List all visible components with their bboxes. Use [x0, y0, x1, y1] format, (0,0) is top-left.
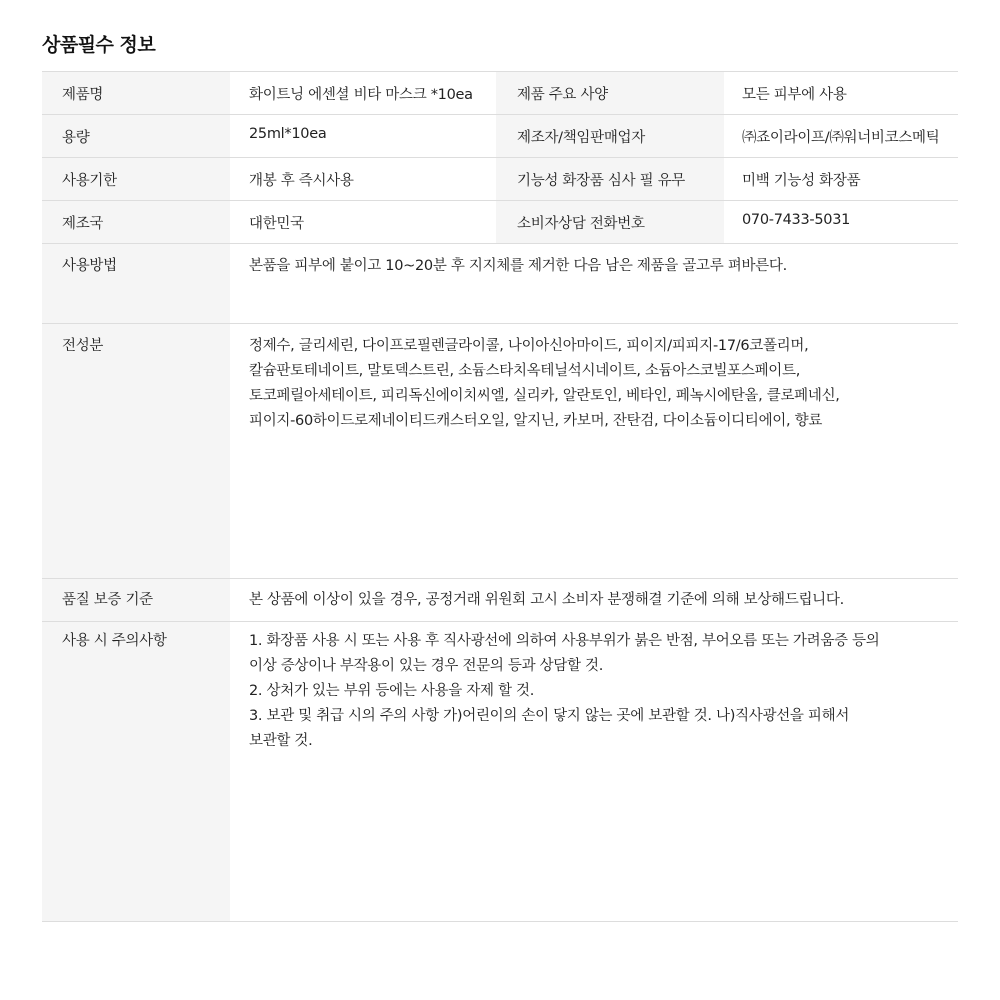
product-name-label: 제품명 [42, 72, 230, 115]
table-row [42, 158, 958, 201]
consumer-phone-value: 070-7433-5031 [724, 201, 958, 244]
table-row [42, 579, 958, 622]
country-value: 대한민국 [230, 201, 496, 244]
caution-line: 1. 화장품 사용 시 또는 사용 후 직사광선에 의하여 사용부위가 붉은 반점, 부어오름 또는 가려움증 등의 [249, 633, 880, 649]
ingredients-line: 토코페릴아세테이트, 피리독신에이치씨엘, 실리카, 알란토인, 베타인, 페녹시에탄올, 클로페네신, [249, 388, 840, 404]
caution-label: 사용 시 주의사항 [42, 622, 230, 922]
manufacturer-value: ㈜죠이라이프/㈜워너비코스메틱 [724, 115, 958, 158]
product-info-table [42, 71, 958, 922]
functional-review-label: 기능성 화장품 심사 필 유무 [496, 158, 724, 201]
quality-label: 품질 보증 기준 [42, 579, 230, 622]
caution-line: 이상 증상이나 부작용이 있는 경우 전문의 등과 상담할 것. [249, 658, 604, 674]
page-title: 상품필수 정보 [42, 34, 156, 56]
main-spec-label: 제품 주요 사양 [496, 72, 724, 115]
table-row [42, 72, 958, 115]
functional-review-value: 미백 기능성 화장품 [724, 158, 958, 201]
volume-label: 용량 [42, 115, 230, 158]
table-row [42, 622, 958, 922]
quality-value: 본 상품에 이상이 있을 경우, 공정거래 위원회 고시 소비자 분쟁해결 기준에 의해 보상해드립니다. [230, 579, 958, 622]
caution-value [230, 622, 958, 922]
consumer-phone-label: 소비자상담 전화번호 [496, 201, 724, 244]
main-spec-value: 모든 피부에 사용 [724, 72, 958, 115]
ingredients-line: 정제수, 글리세린, 다이프로필렌글라이콜, 나이아신아마이드, 피이지/피피지-17/6코폴리머, [249, 338, 809, 354]
usage-label: 사용방법 [42, 244, 230, 324]
volume-value: 25ml*10ea [230, 115, 496, 158]
ingredients-line: 피이지-60하이드로제네이티드캐스터오일, 알지닌, 카보머, 잔탄검, 다이소듐이디티에이, 향료 [249, 413, 823, 429]
table-row [42, 244, 958, 324]
caution-line: 보관할 것. [249, 733, 313, 749]
manufacturer-label: 제조자/책임판매업자 [496, 115, 724, 158]
ingredients-line: 칼슘판토테네이트, 말토덱스트린, 소듐스타치옥테닐석시네이트, 소듐아스코빌포스페이트, [249, 363, 801, 379]
ingredients-value [230, 324, 958, 579]
caution-line: 3. 보관 및 취급 시의 주의 사항 가)어린이의 손이 닿지 않는 곳에 보관할 것. 나)직사광선을 피해서 [249, 708, 850, 724]
usage-value: 본품을 피부에 붙이고 10~20분 후 지지체를 제거한 다음 남은 제품을 골고루 펴바른다. [230, 244, 958, 324]
expiry-value: 개봉 후 즉시사용 [230, 158, 496, 201]
table-row [42, 324, 958, 579]
table-row [42, 115, 958, 158]
ingredients-label: 전성분 [42, 324, 230, 579]
caution-line: 2. 상처가 있는 부위 등에는 사용을 자제 할 것. [249, 683, 535, 699]
expiry-label: 사용기한 [42, 158, 230, 201]
country-label: 제조국 [42, 201, 230, 244]
product-name-value: 화이트닝 에센셜 비타 마스크 *10ea [230, 72, 496, 115]
table-row [42, 201, 958, 244]
